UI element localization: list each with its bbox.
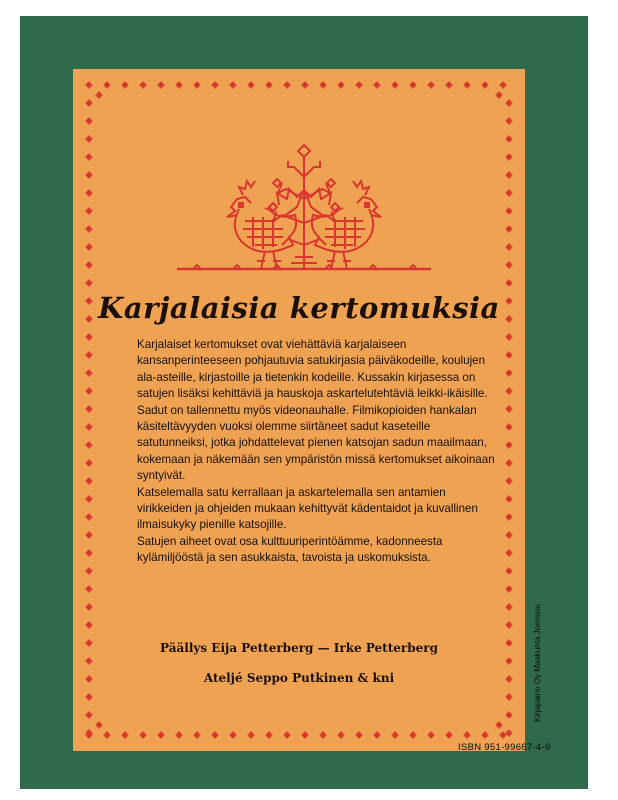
border-stitch xyxy=(428,82,435,89)
border-stitch xyxy=(506,568,513,575)
border-stitch xyxy=(230,82,237,89)
border-stitch xyxy=(506,388,513,395)
border-stitch xyxy=(86,586,93,593)
border-stitch xyxy=(176,82,183,89)
border-stitch xyxy=(506,136,513,143)
border-stitch xyxy=(506,586,513,593)
border-stitch xyxy=(482,732,489,739)
border-stitch xyxy=(86,262,93,269)
border-stitch xyxy=(428,732,435,739)
border-stitch xyxy=(374,732,381,739)
border-stitch xyxy=(506,514,513,521)
border-stitch xyxy=(122,732,129,739)
border-stitch xyxy=(86,280,93,287)
border-stitch xyxy=(506,622,513,629)
border-stitch xyxy=(86,100,93,107)
border-stitch xyxy=(86,550,93,557)
border-stitch xyxy=(86,712,93,719)
border-stitch xyxy=(86,226,93,233)
border-stitch xyxy=(86,370,93,377)
border-stitch xyxy=(86,460,93,467)
border-stitch xyxy=(248,732,255,739)
border-stitch xyxy=(176,732,183,739)
border-stitch xyxy=(104,82,111,89)
border-stitch xyxy=(86,82,93,89)
border-stitch xyxy=(212,732,219,739)
border-stitch xyxy=(506,370,513,377)
border-stitch xyxy=(506,262,513,269)
paragraph: Karjalaiset kertomukset ovat viehättäviä karjalaiseen kansanperinteeseen pohjautuvia satukirjasia päiväkodeille, koulujen ala-asteille, kirjastoille ja tietenkin kodeille. Kussakin kirjasessa on satujen lisäksi kehittäviä ja hauskoja askartelutehtäviä leikki-ikäisille. Sadut on tallennettu myös videonauhalle. Filmikopioiden hankalan käsiteltävyyden vuoksi olemme siirtäneet sadut kaseteille satutunneiksi, jotka johdattelevat pienen katsojan sadun maailmaan, kokemaan ja näkemään sen ympäristön missä kertomukset aikoinaan syntyivät. xyxy=(137,338,495,483)
border-stitch xyxy=(158,732,165,739)
border-stitch xyxy=(506,226,513,233)
paragraph: Katselemalla satu kerrallaan ja askartelemalla sen antamien virikkeiden ja ohjeiden mukaan kehittyvät kädentaidot ja kuvallinen ilmaisukyky pienille katsojille. xyxy=(137,485,478,532)
border-stitch xyxy=(86,172,93,179)
border-stitch xyxy=(506,154,513,161)
border-stitch xyxy=(338,82,345,89)
border-stitch xyxy=(86,568,93,575)
border-stitch xyxy=(506,352,513,359)
border-stitch xyxy=(506,478,513,485)
paragraph: Satujen aiheet ovat osa kulttuuriperintöämme, kadonneesta kylämiljööstä ja sen asukkaista, tavoista ja uskomuksista. xyxy=(137,534,443,565)
border-stitch xyxy=(320,82,327,89)
border-stitch xyxy=(506,730,513,737)
border-stitch xyxy=(356,82,363,89)
border-stitch xyxy=(212,82,219,89)
border-stitch xyxy=(506,712,513,719)
border-stitch xyxy=(284,82,291,89)
border-stitch xyxy=(122,82,129,89)
border-stitch xyxy=(266,82,273,89)
border-stitch xyxy=(506,550,513,557)
border-stitch xyxy=(506,658,513,665)
border-stitch xyxy=(506,442,513,449)
border-stitch xyxy=(410,732,417,739)
border-stitch xyxy=(506,424,513,431)
border-stitch xyxy=(86,334,93,341)
border-stitch xyxy=(506,190,513,197)
border-stitch xyxy=(104,732,111,739)
book-title: Karjalaisia kertomuksia xyxy=(98,291,500,325)
printer-credit: Kirjapaino Oy Maakunta Joensuu xyxy=(533,604,542,722)
left-bird-icon xyxy=(227,181,303,269)
border-stitch xyxy=(158,82,165,89)
border-stitch xyxy=(506,604,513,611)
isbn-number: ISBN 951-99667-4-9 xyxy=(458,742,551,753)
border-stitch xyxy=(86,406,93,413)
border-stitch xyxy=(506,694,513,701)
border-stitch xyxy=(86,352,93,359)
border-stitch xyxy=(392,82,399,89)
border-stitch xyxy=(320,732,327,739)
border-stitch xyxy=(356,732,363,739)
border-stitch xyxy=(410,82,417,89)
border-stitch xyxy=(464,732,471,739)
border-stitch xyxy=(86,388,93,395)
border-stitch xyxy=(496,92,503,99)
border-stitch xyxy=(86,622,93,629)
border-stitch xyxy=(506,118,513,125)
border-stitch xyxy=(506,406,513,413)
description-text xyxy=(137,337,501,567)
border-stitch xyxy=(496,722,503,729)
orange-panel xyxy=(73,69,525,751)
border-stitch xyxy=(506,100,513,107)
border-stitch xyxy=(506,532,513,539)
border-stitch xyxy=(446,732,453,739)
border-stitch xyxy=(482,82,489,89)
back-cover xyxy=(20,16,588,789)
cover-credit: Päällys Eija Petterberg — Irke Petterberg xyxy=(160,641,438,655)
border-stitch xyxy=(506,244,513,251)
border-stitch xyxy=(506,334,513,341)
border-stitch xyxy=(506,280,513,287)
border-stitch xyxy=(374,82,381,89)
border-stitch xyxy=(140,82,147,89)
border-stitch xyxy=(86,136,93,143)
border-stitch xyxy=(86,694,93,701)
border-stitch xyxy=(500,82,507,89)
embroidery-motif xyxy=(173,137,435,279)
border-stitch xyxy=(302,732,309,739)
border-stitch xyxy=(506,496,513,503)
border-stitch xyxy=(284,732,291,739)
border-stitch xyxy=(86,658,93,665)
border-stitch xyxy=(86,604,93,611)
border-stitch xyxy=(86,244,93,251)
border-stitch xyxy=(266,732,273,739)
border-stitch xyxy=(96,92,103,99)
border-stitch xyxy=(248,82,255,89)
border-stitch xyxy=(302,82,309,89)
border-stitch xyxy=(86,442,93,449)
border-stitch xyxy=(86,532,93,539)
border-stitch xyxy=(230,732,237,739)
studio-credit: Ateljé Seppo Putkinen & kni xyxy=(203,671,395,685)
border-stitch xyxy=(86,478,93,485)
border-stitch xyxy=(194,82,201,89)
border-stitch xyxy=(86,496,93,503)
border-stitch xyxy=(96,722,103,729)
border-stitch xyxy=(194,732,201,739)
border-stitch xyxy=(86,424,93,431)
border-stitch xyxy=(86,190,93,197)
border-stitch xyxy=(500,732,507,739)
border-stitch xyxy=(86,514,93,521)
border-stitch xyxy=(506,208,513,215)
border-stitch xyxy=(338,732,345,739)
border-stitch xyxy=(86,118,93,125)
border-stitch xyxy=(464,82,471,89)
border-stitch xyxy=(392,732,399,739)
border-stitch xyxy=(86,208,93,215)
border-stitch xyxy=(506,460,513,467)
right-bird-icon xyxy=(305,181,381,269)
border-stitch xyxy=(446,82,453,89)
border-stitch xyxy=(140,732,147,739)
border-stitch xyxy=(86,154,93,161)
border-stitch xyxy=(506,172,513,179)
